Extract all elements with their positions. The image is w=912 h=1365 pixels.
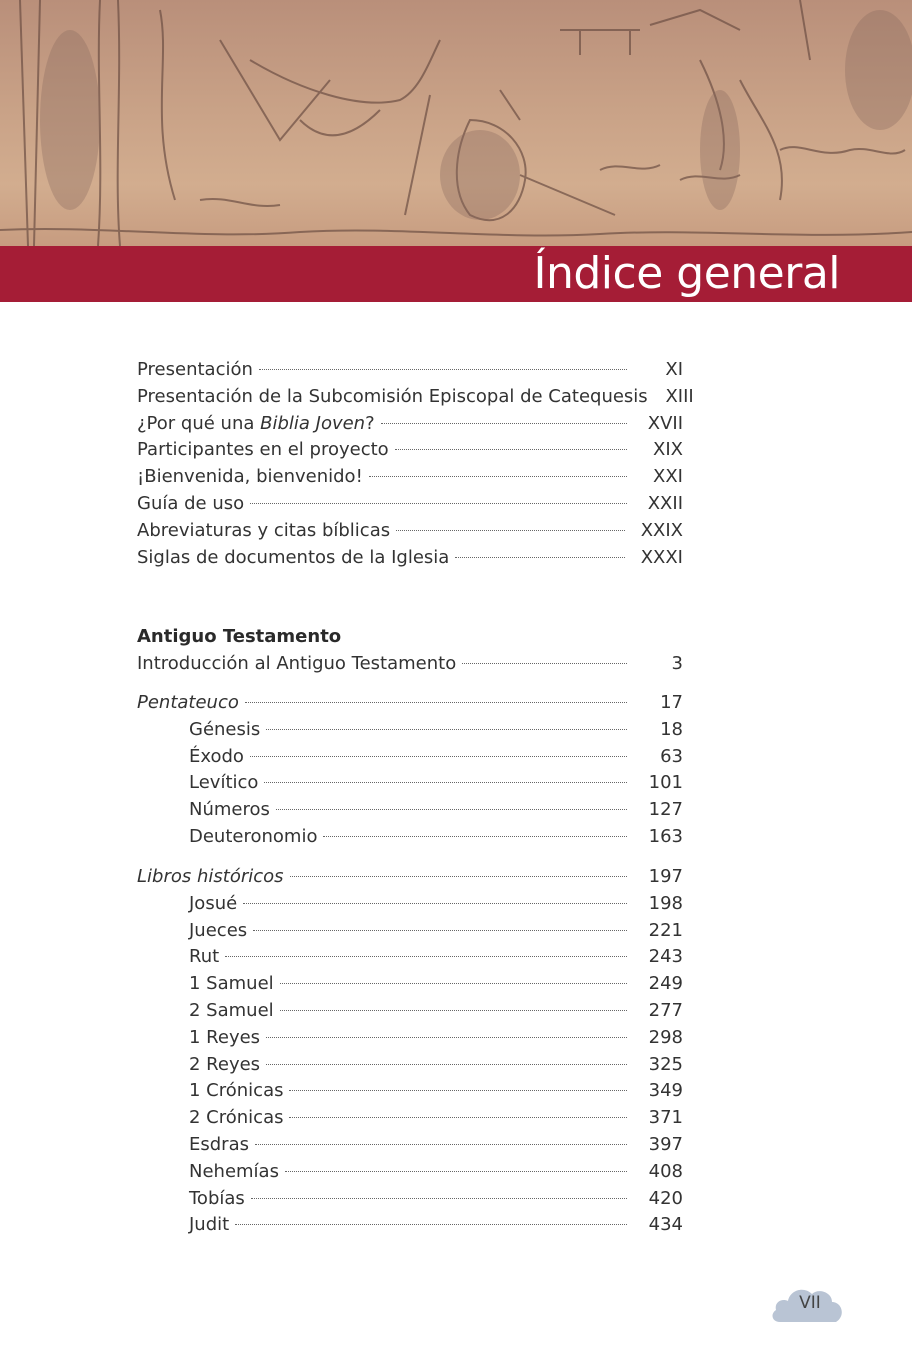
dot-leader xyxy=(255,1144,627,1145)
toc-book-entry[interactable] xyxy=(137,1159,683,1186)
dot-leader xyxy=(266,1064,627,1065)
toc-entry-label: 2 Crónicas xyxy=(189,1107,284,1129)
toc-entry-page: 243 xyxy=(648,946,683,968)
toc-entry-page: 277 xyxy=(648,999,683,1021)
toc-book-entry[interactable] xyxy=(137,770,683,797)
front-matter-list xyxy=(137,357,694,571)
toc-entry-page: XXIX xyxy=(640,519,683,541)
toc-entry-page: 420 xyxy=(648,1187,683,1209)
dot-leader xyxy=(462,663,627,664)
toc-entry-label: Participantes en el proyecto xyxy=(137,439,389,461)
label-italic-title: Biblia Joven xyxy=(260,412,366,434)
toc-book-entry[interactable] xyxy=(137,797,683,824)
toc-entry-page: 101 xyxy=(648,772,683,794)
sketch-illustration xyxy=(0,0,912,246)
toc-entry-page: 197 xyxy=(648,866,683,887)
dot-leader xyxy=(259,369,627,370)
toc-entry-page: 63 xyxy=(660,745,683,767)
toc-entry-page: 198 xyxy=(648,892,683,914)
toc-group-label: Pentateuco xyxy=(137,692,239,713)
ot-intro xyxy=(137,651,683,678)
toc-entry-label: Tobías xyxy=(189,1187,245,1209)
toc-entry-page: 163 xyxy=(648,825,683,847)
dot-leader xyxy=(289,1090,627,1091)
toc-entry-label: Siglas de documentos de la Iglesia xyxy=(137,546,450,568)
page-title: Índice general xyxy=(533,248,840,299)
toc-book-entry[interactable] xyxy=(137,998,683,1025)
dot-leader xyxy=(266,1037,627,1038)
toc-entry[interactable] xyxy=(137,651,683,678)
toc-book-entry[interactable] xyxy=(137,944,683,971)
toc-entry-label: Presentación de la Subcomisión Episcopal de Catequesis xyxy=(137,385,648,407)
page-number: VII xyxy=(799,1293,821,1313)
toc-entry-page: XXI xyxy=(653,466,683,488)
toc-entry-label: Josué xyxy=(189,892,238,914)
toc-entry-label: 2 Samuel xyxy=(189,999,274,1021)
toc-entry-page: 249 xyxy=(648,973,683,995)
dot-leader xyxy=(243,903,627,904)
toc-book-entry[interactable] xyxy=(137,918,683,945)
dot-leader xyxy=(253,930,627,931)
toc-entry[interactable] xyxy=(137,545,683,572)
toc-entry-page: XI xyxy=(665,359,683,380)
dot-leader xyxy=(250,756,627,757)
toc-entry-label: 1 Reyes xyxy=(189,1026,261,1048)
dot-leader xyxy=(285,1171,627,1172)
header-illustration xyxy=(0,0,912,246)
toc-book-entry[interactable] xyxy=(137,717,683,744)
toc-entry[interactable] xyxy=(137,491,683,518)
dot-leader xyxy=(455,557,624,558)
toc-book-entry[interactable] xyxy=(137,1105,683,1132)
toc-entry-label: 2 Reyes xyxy=(189,1053,261,1075)
label-prefix: ¿Por qué una xyxy=(137,412,261,434)
toc-entry-label: Abreviaturas y citas bíblicas xyxy=(137,519,391,541)
toc-entry-page: 221 xyxy=(648,919,683,941)
toc-group-label: Libros históricos xyxy=(137,866,284,887)
toc-entry-label: ¡Bienvenida, bienvenido! xyxy=(137,466,363,488)
dot-leader xyxy=(289,1117,627,1118)
toc-entry-page: 325 xyxy=(648,1053,683,1075)
toc-entry-page: XXXI xyxy=(640,546,683,568)
toc-group-entry[interactable] xyxy=(137,690,683,717)
toc-entry-page: 371 xyxy=(648,1107,683,1129)
toc-book-entry[interactable] xyxy=(137,824,683,851)
toc-entry-label: Introducción al Antiguo Testamento xyxy=(137,653,457,674)
toc-entry-page: XIII xyxy=(665,385,694,407)
dot-leader xyxy=(276,809,627,810)
toc-entry-label: Deuteronomio xyxy=(189,825,318,847)
toc-entry-page: 298 xyxy=(648,1026,683,1048)
toc-entry-page: 3 xyxy=(671,653,683,674)
toc-entry-page: 408 xyxy=(648,1160,683,1182)
toc-book-entry[interactable] xyxy=(137,1132,683,1159)
toc-entry-page: 349 xyxy=(648,1080,683,1102)
toc-entry[interactable] xyxy=(137,384,694,411)
toc-entry-label: Esdras xyxy=(189,1133,249,1155)
title-band xyxy=(0,246,912,302)
dot-leader xyxy=(264,782,627,783)
toc-entry-page: 127 xyxy=(648,799,683,821)
pentateuco-group xyxy=(137,690,683,851)
toc-entry-page: XXII xyxy=(647,492,683,514)
toc-entry[interactable] xyxy=(137,518,683,545)
dot-leader xyxy=(290,876,627,877)
toc-book-entry[interactable] xyxy=(137,1186,683,1213)
dot-leader xyxy=(323,836,627,837)
toc-entry[interactable] xyxy=(137,464,683,491)
toc-book-entry[interactable] xyxy=(137,1078,683,1105)
dot-leader xyxy=(235,1224,627,1225)
toc-book-entry[interactable] xyxy=(137,1212,683,1239)
toc-book-entry[interactable] xyxy=(137,891,683,918)
toc-entry[interactable] xyxy=(137,437,683,464)
toc-entry-page: XVII xyxy=(647,412,683,434)
dot-leader xyxy=(396,530,625,531)
toc-entry-label: 1 Samuel xyxy=(189,973,274,995)
toc-entry-page: 434 xyxy=(648,1214,683,1236)
dot-leader xyxy=(225,956,627,957)
dot-leader xyxy=(266,729,627,730)
toc-entry-page: XIX xyxy=(653,439,683,461)
toc-entry-page: 397 xyxy=(648,1133,683,1155)
section-heading: Antiguo Testamento xyxy=(137,626,342,647)
toc-entry[interactable] xyxy=(137,411,683,438)
toc-entry-label: Nehemías xyxy=(189,1160,279,1182)
dot-leader xyxy=(280,983,627,984)
toc-entry-label: Levítico xyxy=(189,772,259,794)
toc-book-entry[interactable] xyxy=(137,1025,683,1052)
toc-entry-page: 18 xyxy=(660,718,683,740)
dot-leader xyxy=(245,702,627,703)
dot-leader xyxy=(280,1010,627,1011)
toc-entry-label: Rut xyxy=(189,946,220,968)
toc-entry-label: Números xyxy=(189,799,270,821)
historicos-group xyxy=(137,864,683,1239)
dot-leader xyxy=(381,423,627,424)
dot-leader xyxy=(395,449,627,450)
toc-entry-label: Éxodo xyxy=(189,745,244,767)
dot-leader xyxy=(250,503,627,504)
toc-book-entry[interactable] xyxy=(137,744,683,771)
label-suffix: ? xyxy=(365,412,375,434)
toc-entry-page: 17 xyxy=(660,692,683,713)
toc-entry-label: Guía de uso xyxy=(137,492,245,514)
toc-entry[interactable] xyxy=(137,357,683,384)
toc-book-entry[interactable] xyxy=(137,1052,683,1079)
toc-entry-label: Génesis xyxy=(189,718,261,740)
toc-entry-label: 1 Crónicas xyxy=(189,1080,284,1102)
toc-entry-label: Jueces xyxy=(189,919,248,941)
dot-leader xyxy=(251,1198,627,1199)
toc-entry-label: Judit xyxy=(189,1214,230,1236)
toc-group-entry[interactable] xyxy=(137,864,683,891)
dot-leader xyxy=(369,476,627,477)
toc-entry-label: Presentación xyxy=(137,359,253,380)
toc-book-entry[interactable] xyxy=(137,971,683,998)
toc-entry-label xyxy=(137,411,381,438)
